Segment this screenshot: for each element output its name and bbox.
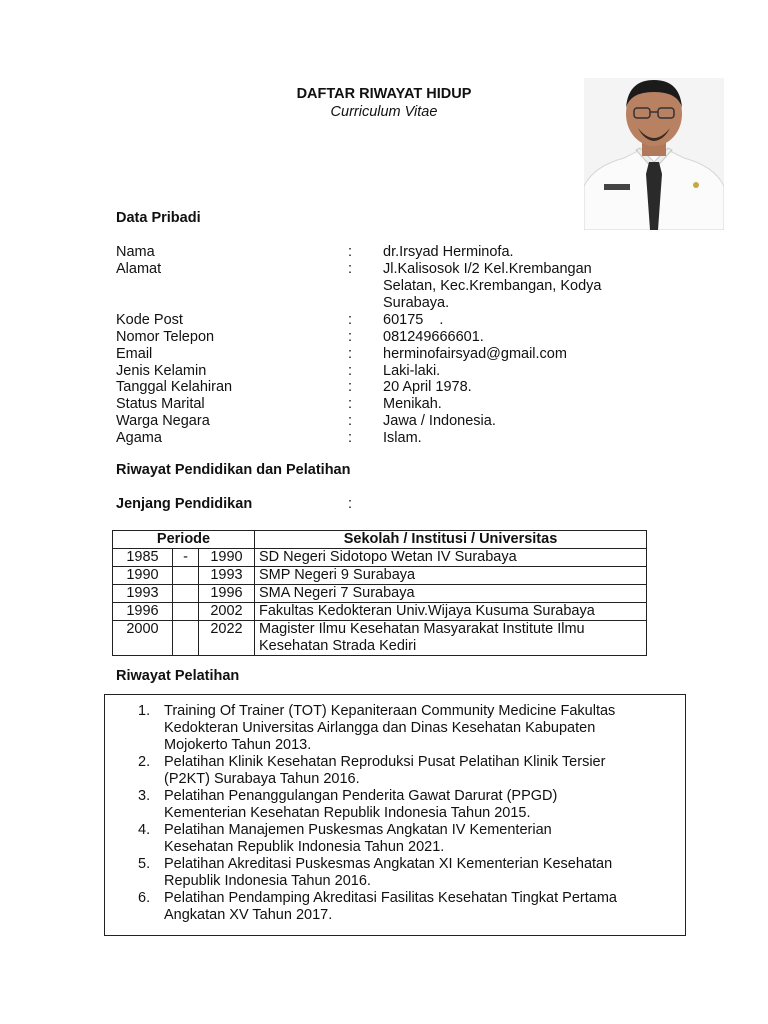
- item-line: Kementerian Kesehatan Republik Indonesia Tahun 2015.: [164, 805, 531, 821]
- field-colon: :: [348, 413, 353, 429]
- document-title: DAFTAR RIWAYAT HIDUP: [296, 86, 472, 102]
- table-row: [113, 621, 647, 656]
- field-status-marital: [116, 396, 656, 413]
- field-label: Status Marital: [116, 396, 205, 412]
- list-item: [138, 788, 658, 822]
- field-colon: :: [348, 396, 353, 412]
- cell-dash: [173, 567, 199, 585]
- table-row: [113, 603, 647, 621]
- cell-end-year: 2002: [199, 603, 255, 621]
- cell-school: Fakultas Kedokteran Univ.Wijaya Kusuma Surabaya: [255, 603, 647, 621]
- cell-dash: [173, 603, 199, 621]
- item-line: Training Of Trainer (TOT) Kepaniteraan Community Medicine Fakultas: [164, 703, 616, 719]
- item-line: (P2KT) Surabaya Tahun 2016.: [164, 771, 360, 787]
- field-colon: :: [348, 346, 353, 362]
- field-colon: :: [348, 261, 353, 277]
- cell-end-year: 1993: [199, 567, 255, 585]
- column-header-periode: Periode: [113, 531, 255, 549]
- cell-dash: -: [173, 549, 199, 567]
- item-line: Pelatihan Akreditasi Puskesmas Angkatan XI Kementerian Kesehatan: [164, 856, 613, 872]
- cell-school: SMP Negeri 9 Surabaya: [255, 567, 647, 585]
- field-jenis-kelamin: [116, 363, 656, 380]
- address-line: Surabaya.: [383, 295, 450, 311]
- cell-school: SMA Negeri 7 Surabaya: [255, 585, 647, 603]
- field-value: Laki-laki.: [383, 363, 441, 379]
- field-colon: :: [348, 329, 353, 345]
- field-value-alamat: [383, 261, 643, 312]
- subheading-jenjang-pendidikan: Jenjang Pendidikan: [116, 496, 253, 512]
- section-heading-personal: Data Pribadi: [116, 210, 201, 226]
- field-value: 20 April 1978.: [383, 379, 472, 395]
- field-value: herminofairsyad@gmail.com: [383, 346, 567, 362]
- field-value: Islam.: [383, 430, 422, 446]
- cell-end-year: 1996: [199, 585, 255, 603]
- item-number: 1.: [138, 703, 151, 719]
- field-tanggal-kelahiran: [116, 379, 656, 396]
- field-kode-post: [116, 312, 656, 329]
- item-number: 5.: [138, 856, 151, 872]
- cell-school: SD Negeri Sidotopo Wetan IV Surabaya: [255, 549, 647, 567]
- field-label: Email: [116, 346, 153, 362]
- field-colon: :: [348, 244, 353, 260]
- field-nomor-telepon: [116, 329, 656, 346]
- item-line: Angkatan XV Tahun 2017.: [164, 907, 333, 923]
- portrait-image: [584, 78, 724, 230]
- cell-dash: [173, 585, 199, 603]
- item-line: Mojokerto Tahun 2013.: [164, 737, 312, 753]
- subheading-colon: :: [348, 496, 353, 512]
- cell-start-year: 1993: [113, 585, 173, 603]
- table-row: [113, 549, 647, 567]
- item-number: 2.: [138, 754, 151, 770]
- field-value: Menikah.: [383, 396, 442, 412]
- section-heading-training: Riwayat Pelatihan: [116, 668, 240, 684]
- address-line: Selatan, Kec.Krembangan, Kodya: [383, 278, 602, 294]
- item-line: Pelatihan Manajemen Puskesmas Angkatan IV Kementerian: [164, 822, 552, 838]
- list-item: [138, 703, 658, 754]
- cell-end-year: 1990: [199, 549, 255, 567]
- table-header-row: [113, 531, 647, 549]
- item-number: 6.: [138, 890, 151, 906]
- field-value: dr.Irsyad Herminofa.: [383, 244, 514, 260]
- field-colon: :: [348, 363, 353, 379]
- item-number: 4.: [138, 822, 151, 838]
- address-line: Jl.Kalisosok I/2 Kel.Krembangan: [383, 261, 592, 277]
- field-label: Nomor Telepon: [116, 329, 215, 345]
- field-label: Warga Negara: [116, 413, 210, 429]
- item-line: Republik Indonesia Tahun 2016.: [164, 873, 371, 889]
- field-colon: :: [348, 430, 353, 446]
- field-value: 081249666601.: [383, 329, 484, 345]
- field-email: [116, 346, 656, 363]
- item-line: Pelatihan Penanggulangan Penderita Gawat Darurat (PPGD): [164, 788, 558, 804]
- field-label: Alamat: [116, 261, 162, 277]
- training-list: [138, 703, 658, 924]
- field-label: Jenis Kelamin: [116, 363, 207, 379]
- cell-school: [255, 621, 647, 656]
- cell-start-year: 1996: [113, 603, 173, 621]
- field-warga-negara: [116, 413, 656, 430]
- field-label: Nama: [116, 244, 155, 260]
- item-line: Pelatihan Klinik Kesehatan Reproduksi Pusat Pelatihan Klinik Tersier: [164, 754, 606, 770]
- item-line: Kesehatan Republik Indonesia Tahun 2021.: [164, 839, 445, 855]
- section-heading-education: Riwayat Pendidikan dan Pelatihan: [116, 462, 351, 478]
- list-item: [138, 822, 658, 856]
- education-table: [112, 530, 647, 656]
- table-row: [113, 567, 647, 585]
- field-label: Kode Post: [116, 312, 183, 328]
- item-line: Pelatihan Pendamping Akreditasi Fasilitas Kesehatan Tingkat Pertama: [164, 890, 617, 906]
- table-row: [113, 585, 647, 603]
- school-line: Magister Ilmu Kesehatan Masyarakat Institute Ilmu: [259, 621, 585, 637]
- field-label: Agama: [116, 430, 162, 446]
- list-item: [138, 890, 658, 924]
- field-agama: [116, 430, 656, 447]
- field-nama: [116, 244, 656, 261]
- field-value: 60175 .: [383, 312, 444, 328]
- cell-start-year: 2000: [113, 621, 173, 656]
- list-item: [138, 754, 658, 788]
- column-header-sekolah: Sekolah / Institusi / Universitas: [255, 531, 647, 549]
- profile-photo: [584, 78, 724, 230]
- document-subtitle: Curriculum Vitae: [330, 104, 438, 120]
- field-label: Tanggal Kelahiran: [116, 379, 233, 395]
- cell-start-year: 1985: [113, 549, 173, 567]
- field-colon: :: [348, 379, 353, 395]
- school-line: Kesehatan Strada Kediri: [259, 638, 417, 654]
- item-number: 3.: [138, 788, 151, 804]
- list-item: [138, 856, 658, 890]
- field-value: Jawa / Indonesia.: [383, 413, 496, 429]
- field-colon: :: [348, 312, 353, 328]
- item-line: Kedokteran Universitas Airlangga dan Dinas Kesehatan Kabupaten: [164, 720, 596, 736]
- cell-start-year: 1990: [113, 567, 173, 585]
- cell-dash: [173, 621, 199, 656]
- training-box: [104, 694, 686, 936]
- cell-end-year: 2022: [199, 621, 255, 656]
